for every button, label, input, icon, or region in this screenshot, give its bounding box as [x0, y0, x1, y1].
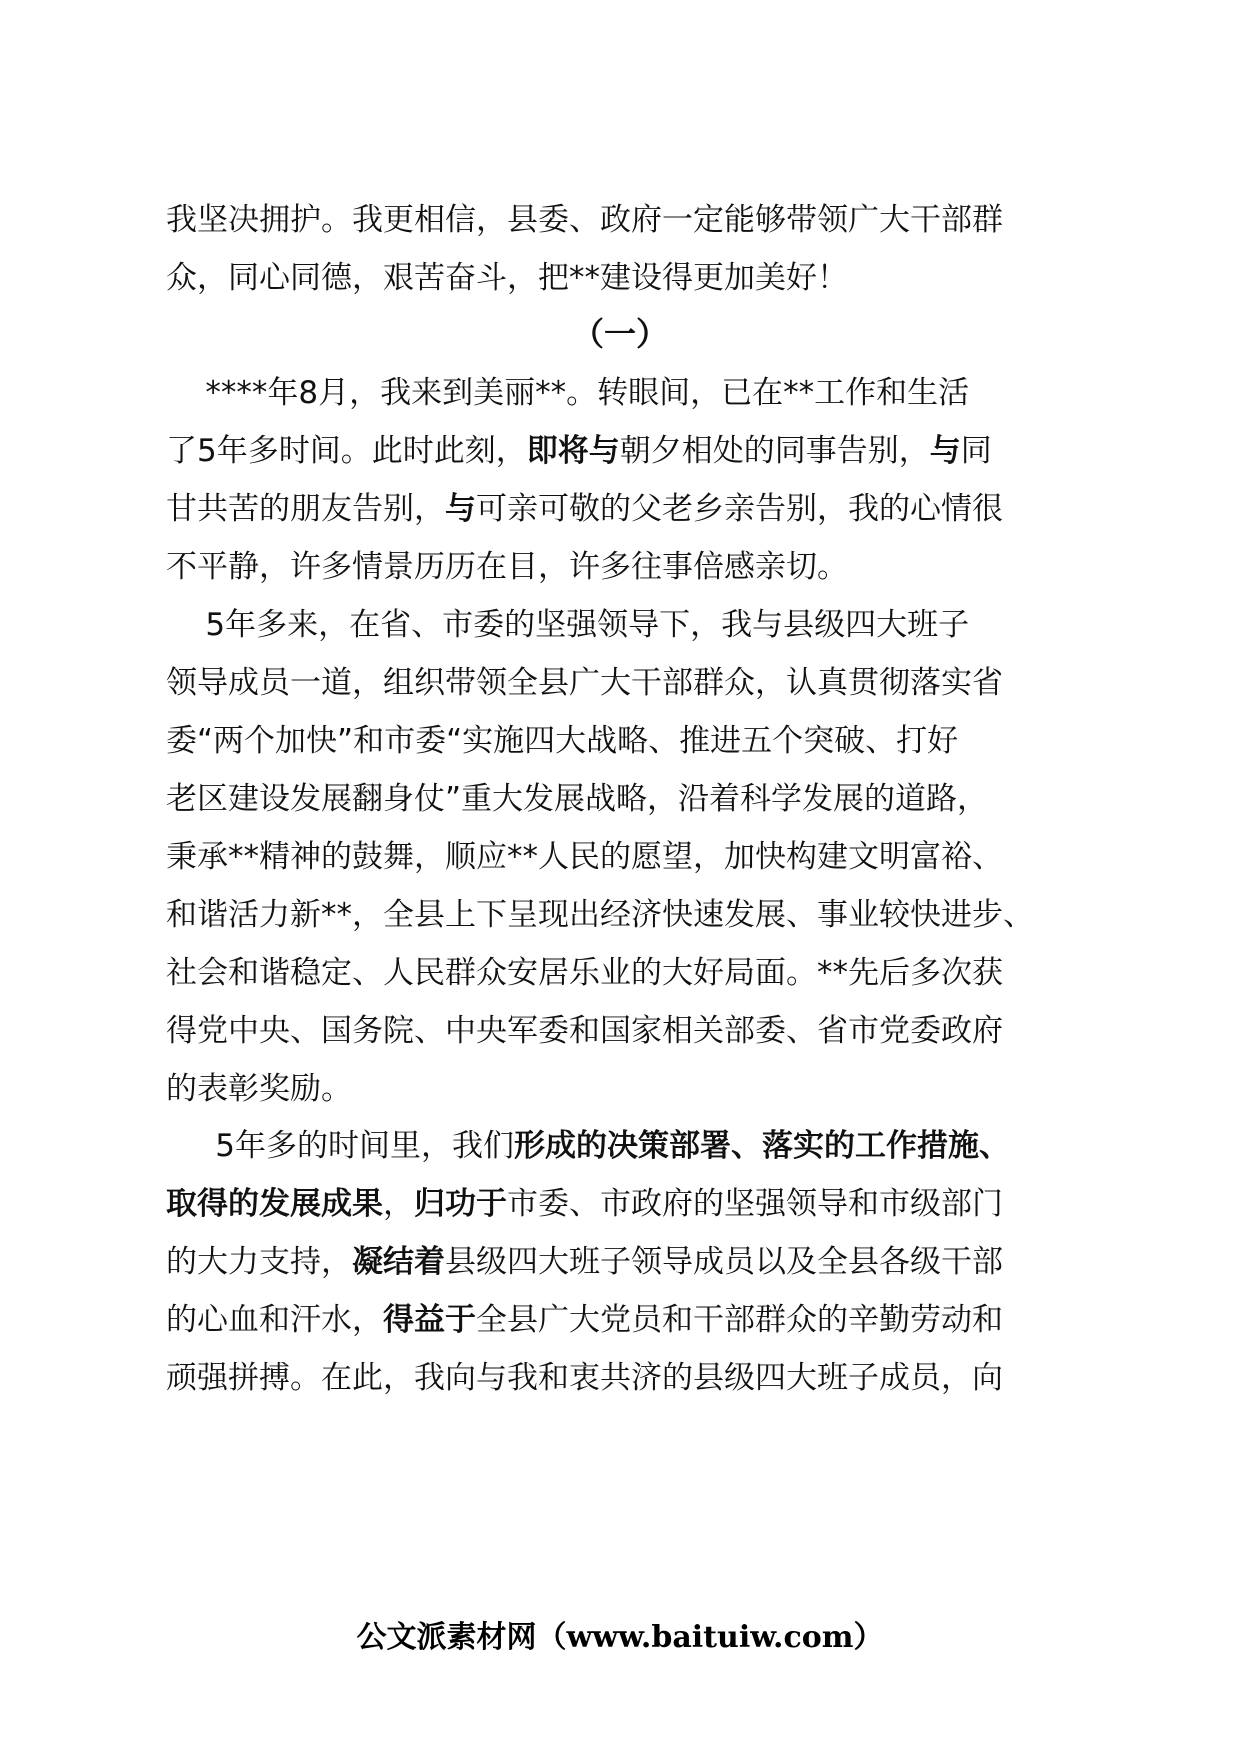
- text-run: ****年8月，我来到美丽**。转眼间，已在**工作和生活: [166, 375, 970, 411]
- text-run: 同: [960, 433, 992, 469]
- text-run: 不平静，许多情景历历在目，许多往事倍感亲切。: [166, 549, 848, 585]
- text-line: [166, 431, 992, 471]
- text-run: 的表彰奖励。: [166, 1071, 352, 1107]
- text-run: ，: [383, 1186, 414, 1222]
- text-line: [166, 1011, 1003, 1051]
- text-line: [166, 200, 1003, 240]
- text-run: 社会和谐稳定、人民群众安居乐业的大好局面。**先后多次获: [166, 955, 1003, 991]
- text-run: 老区建设发展翻身仗”重大发展战略，沿着科学发展的道路，: [166, 781, 989, 817]
- text-line: [166, 1358, 1003, 1398]
- text-line: [166, 1126, 1010, 1166]
- bold-text: 取得的发展成果: [166, 1186, 383, 1222]
- text-run: 5年多来，在省、市委的坚强领导下，我与县级四大班子: [166, 607, 970, 643]
- bold-text: 形成的决策部署、落实的工作措施、: [514, 1128, 1010, 1164]
- bold-text: 与: [929, 433, 961, 469]
- text-line: [166, 258, 848, 298]
- text-run: 甘共苦的朋友告别，: [166, 491, 445, 527]
- text-run: 全县广大党员和干部群众的辛勤劳动和: [476, 1302, 1003, 1338]
- text-run: 县级四大班子领导成员以及全县各级干部: [445, 1244, 1003, 1280]
- text-line: [166, 1300, 1003, 1340]
- text-run: 的心血和汗水，: [166, 1302, 383, 1338]
- text-run: 5年多的时间里，我们: [166, 1128, 514, 1164]
- text-line: [166, 547, 848, 587]
- text-run: 了5年多时间。此时此刻，: [166, 433, 527, 469]
- text-line: [166, 837, 1003, 877]
- text-run: 朝夕相处的同事告别，: [619, 433, 930, 469]
- bold-text: 凝结着: [352, 1244, 445, 1280]
- text-run: 我坚决拥护。我更相信，县委、政府一定能够带领广大干部群: [166, 202, 1003, 238]
- text-run: 和谐活力新**，全县上下呈现出经济快速发展、事业较快进步、: [166, 897, 1034, 933]
- text-run: 得党中央、国务院、中央军委和国家相关部委、省市党委政府: [166, 1013, 1003, 1049]
- text-run: 市委、市政府的坚强领导和市级部门: [507, 1186, 1003, 1222]
- text-line: [166, 1184, 1003, 1224]
- text-run: 领导成员一道，组织带领全县广大干部群众，认真贯彻落实省: [166, 665, 1003, 701]
- text-run: 可亲可敬的父老乡亲告别，我的心情很: [476, 491, 1003, 527]
- text-run: 秉承**精神的鼓舞，顺应**人民的愿望，加快构建文明富裕、: [166, 839, 1003, 875]
- text-line: [166, 953, 1003, 993]
- text-line: [166, 663, 1003, 703]
- bold-text: 与: [445, 491, 476, 527]
- bold-text: 得益于: [383, 1302, 476, 1338]
- text-line: [166, 605, 969, 645]
- text-line: [166, 489, 1003, 529]
- text-run: 众，同心同德，艰苦奋斗，把**建设得更加美好！: [166, 260, 848, 296]
- text-line: [166, 779, 988, 819]
- text-line: [166, 721, 958, 761]
- section-heading: （一）: [571, 315, 668, 353]
- footer-watermark: 公文派素材网（www.baituiw.com）: [356, 1620, 884, 1655]
- text-line: [166, 373, 969, 413]
- text-run: 委“两个加快”和市委“实施四大战略、推进五个突破、打好: [166, 723, 959, 759]
- text-run: 的大力支持，: [166, 1244, 352, 1280]
- text-run: 顽强拼搏。在此，我向与我和衷共济的县级四大班子成员，向: [166, 1360, 1003, 1396]
- text-line: [166, 895, 1034, 935]
- text-line: [166, 1242, 1003, 1282]
- bold-text: 归功于: [414, 1186, 507, 1222]
- text-line: [166, 1069, 352, 1109]
- bold-text: 即将与: [526, 433, 620, 469]
